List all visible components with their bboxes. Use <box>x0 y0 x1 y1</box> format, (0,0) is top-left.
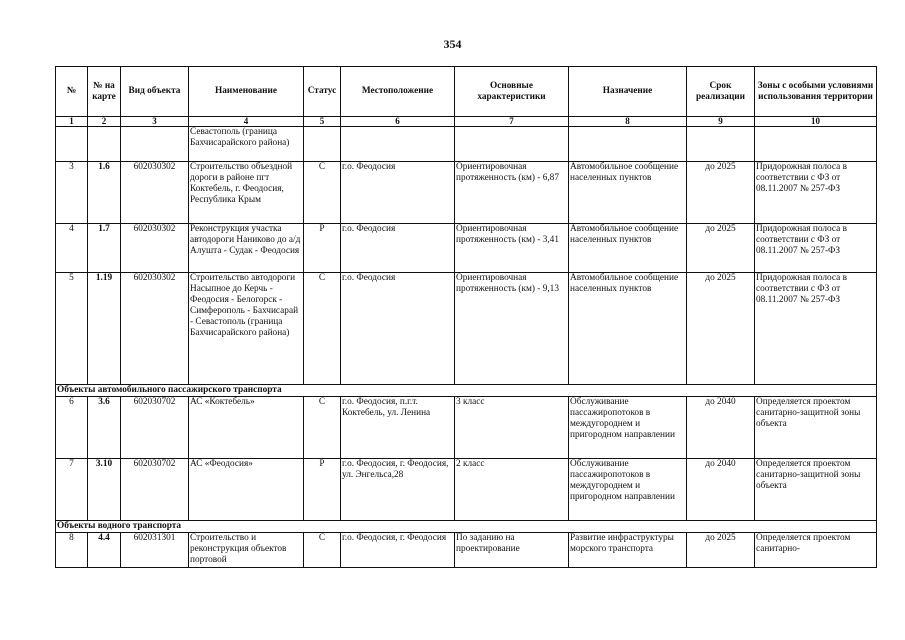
table-row <box>56 127 877 162</box>
cell-name: Строительство объездной дороги в районе пгт Коктебель, г. Феодосия, Республика Крым <box>189 162 304 224</box>
cell-status: С <box>304 533 341 568</box>
cell-location: г.о. Феодосия <box>341 273 455 385</box>
column-number: 3 <box>121 117 189 127</box>
cell-characteristics: 2 класс <box>455 459 569 521</box>
column-number: 6 <box>341 117 455 127</box>
cell-name: Строительство и реконструкция объектов портовой <box>189 533 304 568</box>
section-title-bus: Объекты автомобильного пассажирского транспорта <box>56 385 877 397</box>
cell-num: 5 <box>56 273 88 385</box>
cell-characteristics: По заданию на проектирование <box>455 533 569 568</box>
cell-map-no: 1.19 <box>88 273 121 385</box>
cell-num: 6 <box>56 397 88 459</box>
cell-term: до 2025 <box>687 273 755 385</box>
section-title-water: Объекты водного транспорта <box>56 521 877 533</box>
table-row <box>56 459 877 521</box>
header-type: Вид объекта <box>121 67 189 117</box>
cell-purpose: Автомобильное сообщение населенных пунктов <box>569 273 687 385</box>
cell-location: г.о. Феодосия <box>341 224 455 273</box>
cell-term: до 2040 <box>687 459 755 521</box>
column-number: 10 <box>755 117 877 127</box>
cell-type: 602030702 <box>121 397 189 459</box>
table-row <box>56 397 877 459</box>
cell-zones: Придорожная полоса в соответствии с ФЗ от 08.11.2007 № 257-ФЗ <box>755 162 877 224</box>
cell-name: Реконструкция участка автодороги Наниково до а/д Алушта - Судак - Феодосия <box>189 224 304 273</box>
column-number: 8 <box>569 117 687 127</box>
cell-status: С <box>304 397 341 459</box>
cell-num: 3 <box>56 162 88 224</box>
cell-status: С <box>304 273 341 385</box>
cell-status: С <box>304 162 341 224</box>
cell-name: Строительство автодороги Насыпное до Керчь - Феодосия - Белогорск - Симферополь - Бахчисарай - Севастополь (граница Бахчисарайского района) <box>189 273 304 385</box>
cell-location: г.о. Феодосия <box>341 162 455 224</box>
cell-type: 602030302 <box>121 224 189 273</box>
header-name: Наименование <box>189 67 304 117</box>
cell-zones: Определяется проектом санитарно-защитной зоны объекта <box>755 397 877 459</box>
cell-term: до 2025 <box>687 533 755 568</box>
cell-num: 7 <box>56 459 88 521</box>
header-num: № <box>56 67 88 117</box>
objects-table <box>55 66 877 568</box>
cell-map-no: 3.6 <box>88 397 121 459</box>
column-number: 1 <box>56 117 88 127</box>
cell-name: АС «Коктебель» <box>189 397 304 459</box>
cell-map-no: 4.4 <box>88 533 121 568</box>
column-number-row <box>56 117 877 127</box>
cell-location: г.о. Феодосия, г. Феодосия, ул. Энгельса,28 <box>341 459 455 521</box>
table-row <box>56 162 877 224</box>
table-row <box>56 273 877 385</box>
column-number: 2 <box>88 117 121 127</box>
header-term: Срок реализации <box>687 67 755 117</box>
cell-map-no: 3.10 <box>88 459 121 521</box>
cell-purpose: Автомобильное сообщение населенных пунктов <box>569 162 687 224</box>
cell-zones: Определяется проектом санитарно- <box>755 533 877 568</box>
cell-status: Р <box>304 459 341 521</box>
cell-term: до 2040 <box>687 397 755 459</box>
header-characteristics: Основные характеристики <box>455 67 569 117</box>
column-number: 9 <box>687 117 755 127</box>
cell-type: 602031301 <box>121 533 189 568</box>
cell-zones: Придорожная полоса в соответствии с ФЗ от 08.11.2007 № 257-ФЗ <box>755 273 877 385</box>
cell-location: г.о. Феодосия, п.г.т. Коктебель, ул. Ленина <box>341 397 455 459</box>
cell-purpose: Обслуживание пассажиропотоков в междугороднем и пригородном направлении <box>569 459 687 521</box>
header-map-no: № на карте <box>88 67 121 117</box>
header-zones: Зоны с особыми условиями использования территории <box>755 67 877 117</box>
header-row <box>56 67 877 117</box>
cell-characteristics: Ориентировочная протяженность (км) - 3,41 <box>455 224 569 273</box>
cell-location: г.о. Феодосия, г. Феодосия <box>341 533 455 568</box>
section-row <box>56 521 877 533</box>
cell-purpose: Автомобильное сообщение населенных пунктов <box>569 224 687 273</box>
header-location: Местоположение <box>341 67 455 117</box>
header-purpose: Назначение <box>569 67 687 117</box>
table-row <box>56 533 877 568</box>
cell-type: 602030302 <box>121 273 189 385</box>
column-number: 5 <box>304 117 341 127</box>
cell-characteristics: Ориентировочная протяженность (км) - 6,87 <box>455 162 569 224</box>
cell-zones: Придорожная полоса в соответствии с ФЗ от 08.11.2007 № 257-ФЗ <box>755 224 877 273</box>
cell-purpose: Развитие инфраструктуры морского транспорта <box>569 533 687 568</box>
cell-type: 602030702 <box>121 459 189 521</box>
cell-zones: Определяется проектом санитарно-защитной зоны объекта <box>755 459 877 521</box>
page-number: 354 <box>443 37 462 51</box>
cell-name: АС «Феодосия» <box>189 459 304 521</box>
cell-name: Севастополь (граница Бахчисарайского района) <box>189 127 304 162</box>
cell-characteristics: Ориентировочная протяженность (км) - 9,13 <box>455 273 569 385</box>
cell-status: Р <box>304 224 341 273</box>
column-number: 7 <box>455 117 569 127</box>
header-status: Статус <box>304 67 341 117</box>
cell-purpose: Обслуживание пассажиропотоков в междугороднем и пригородном направлении <box>569 397 687 459</box>
table-row <box>56 224 877 273</box>
cell-num: 4 <box>56 224 88 273</box>
cell-type: 602030302 <box>121 162 189 224</box>
section-row <box>56 385 877 397</box>
cell-characteristics: 3 класс <box>455 397 569 459</box>
cell-term: до 2025 <box>687 162 755 224</box>
column-number: 4 <box>189 117 304 127</box>
cell-term: до 2025 <box>687 224 755 273</box>
cell-map-no: 1.6 <box>88 162 121 224</box>
cell-map-no: 1.7 <box>88 224 121 273</box>
cell-num: 8 <box>56 533 88 568</box>
